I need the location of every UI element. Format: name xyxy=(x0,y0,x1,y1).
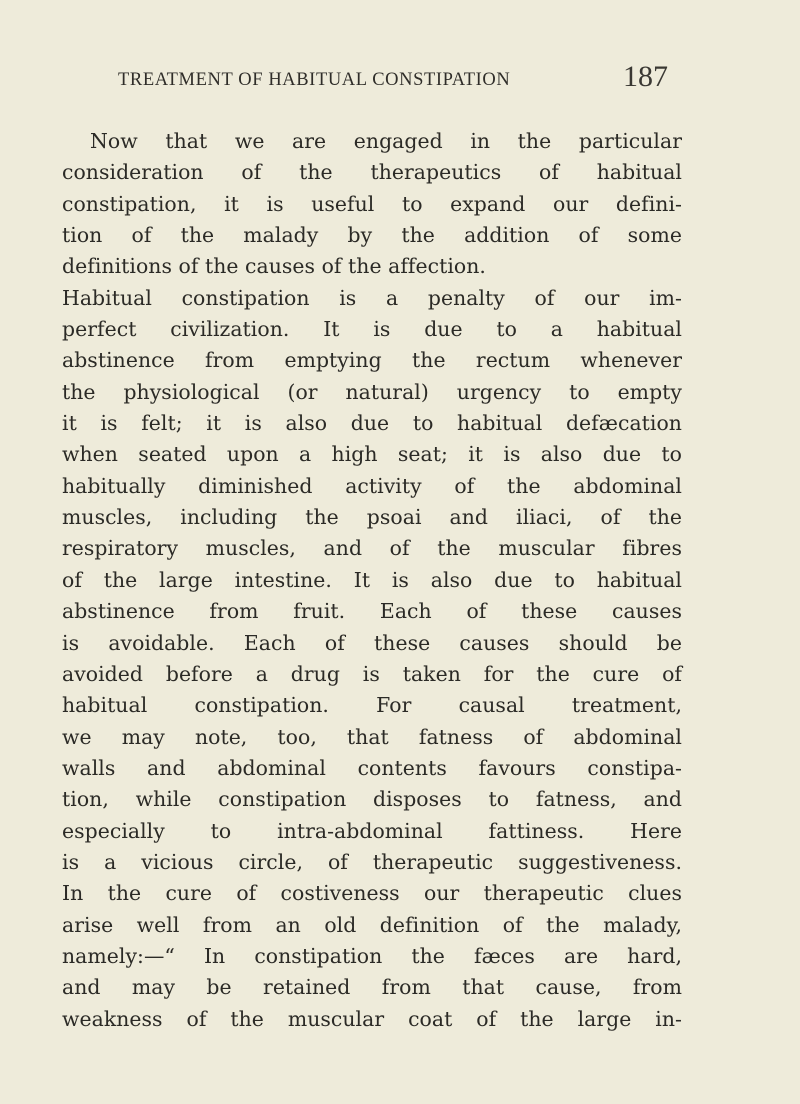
body-paragraph xyxy=(62,126,682,1035)
text-line: consideration of the therapeutics of habitual xyxy=(62,160,682,185)
text-line: arise well from an old definition of the malady, xyxy=(62,912,682,937)
text-line: Now that we are engaged in the particular xyxy=(90,129,682,153)
text-line: habitual constipation. For causal treatment, xyxy=(62,693,682,718)
text-line: of the large intestine. It is also due to habitual xyxy=(62,567,682,592)
text-line: walls and abdominal contents favours constipa- xyxy=(62,755,682,780)
text-line: Habitual constipation is a penalty of our im- xyxy=(62,285,682,310)
text-line: definitions of the causes of the affection. xyxy=(62,254,486,279)
text-line: it is felt; it is also due to habitual defæcation xyxy=(62,411,682,436)
text-line: tion of the malady by the addition of some xyxy=(62,223,682,248)
text-line: constipation, it is useful to expand our defini- xyxy=(62,191,682,216)
text-line: namely:—“ In constipation the fæces are hard, xyxy=(62,943,682,968)
text-line: abstinence from fruit. Each of these causes xyxy=(62,599,682,624)
page-number: 187 xyxy=(623,60,668,93)
text-line: tion, while constipation disposes to fatness, and xyxy=(62,787,682,812)
running-head xyxy=(118,62,668,96)
text-line: avoided before a drug is taken for the cure of xyxy=(62,661,682,686)
text-line: muscles, including the psoai and iliaci, of the xyxy=(62,505,682,530)
text-line: we may note, too, that fatness of abdominal xyxy=(62,724,682,749)
text-line: and may be retained from that cause, from xyxy=(62,975,682,1000)
text-line: In the cure of costiveness our therapeutic clues xyxy=(62,881,682,906)
text-line: is a vicious circle, of therapeutic suggestiveness. xyxy=(62,849,682,874)
text-line: when seated upon a high seat; it is also due to xyxy=(62,442,682,467)
text-line: the physiological (or natural) urgency to empty xyxy=(62,379,682,404)
text-line: weakness of the muscular coat of the large in- xyxy=(62,1006,682,1031)
text-line: is avoidable. Each of these causes should be xyxy=(62,630,682,655)
text-line: especially to intra-abdominal fattiness. Here xyxy=(62,818,682,843)
text-line: respiratory muscles, and of the muscular fibres xyxy=(62,536,682,561)
running-head-title: TREATMENT OF HABITUAL CONSTIPATION xyxy=(118,70,511,90)
text-line: perfect civilization. It is due to a habitual xyxy=(62,317,682,342)
text-line: habitually diminished activity of the abdominal xyxy=(62,473,682,498)
text-line: abstinence from emptying the rectum whenever xyxy=(62,348,682,373)
